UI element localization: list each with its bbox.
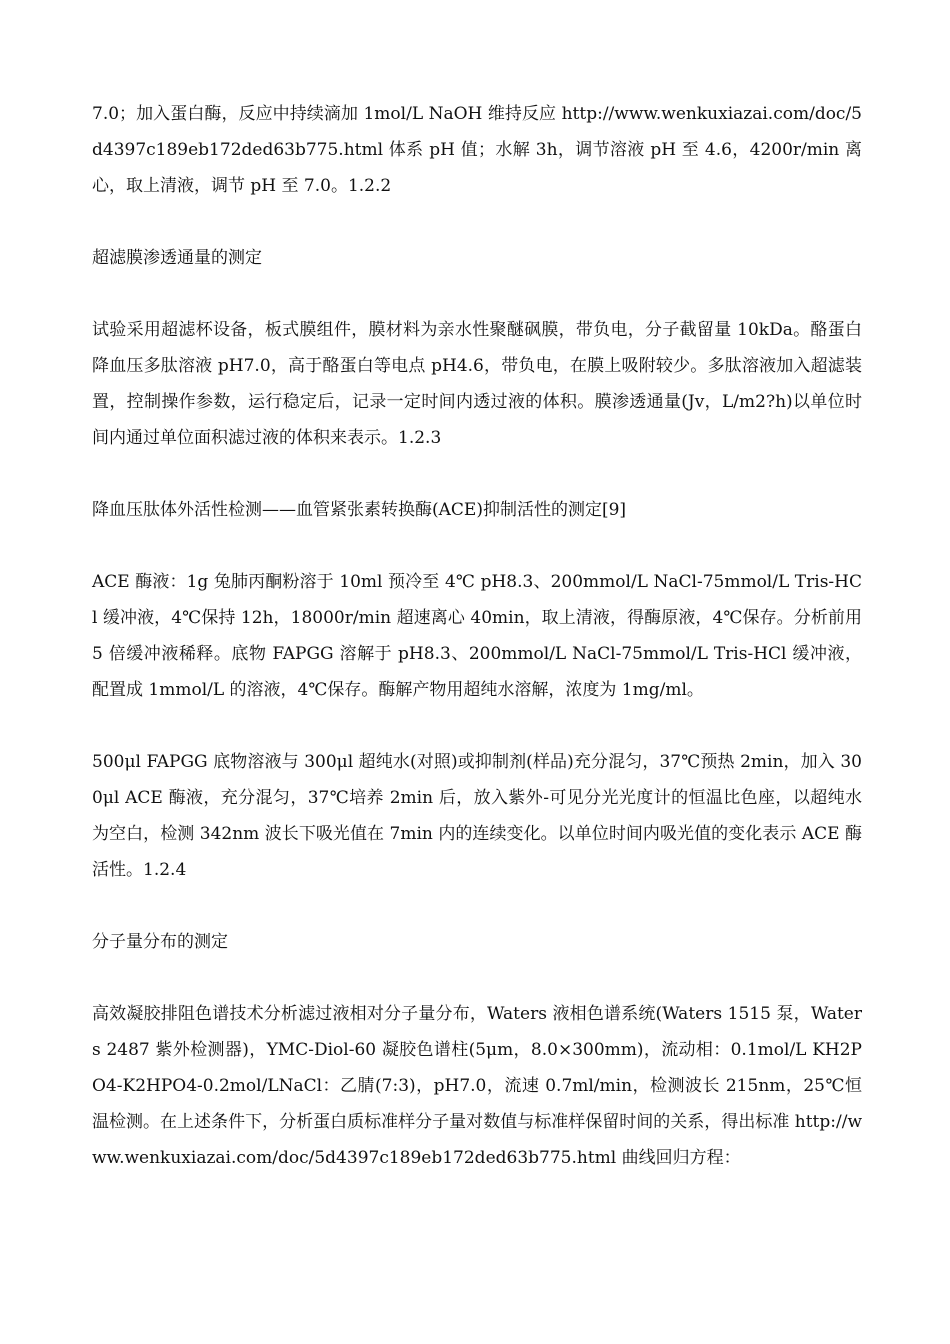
document-page: [92, 96, 862, 1212]
ace-enzyme-paragraph: ACE 酶液：1g 兔肺丙酮粉溶于 10ml 预冷至 4℃ pH8.3、200mmol/L NaCl-75mmol/L Tris-HCl 缓冲液，4℃保持 12h，18000r/min 超速离心 40min，取上清液，得酶原液，4℃保存。分析前用 5 倍缓冲液稀释。底物 FAPGG 溶解于 pH8.3、200mmol/L NaCl-75mmol/L Tris-HCl 缓冲液，配置成 1mmol/L 的溶液，4℃保存。酶解产物用超纯水溶解，浓度为 1mg/ml。: [92, 572, 862, 700]
section-heading-flux: 超滤膜渗透通量的测定: [92, 248, 262, 268]
intro-paragraph: 7.0；加入蛋白酶，反应中持续滴加 1mol/L NaOH 维持反应 http://www.wenkuxiazai.com/doc/5d4397c189eb172ded63b775.html 体系 pH 值；水解 3h，调节溶液 pH 至 4.6，4200r/min 离心，取上清液，调节 pH 至 7.0。1.2.2: [92, 104, 862, 196]
ace-assay-paragraph: 500μl FAPGG 底物溶液与 300μl 超纯水(对照)或抑制剂(样品)充分混匀，37℃预热 2min，加入 300μl ACE 酶液，充分混匀，37℃培养 2min 后，放入紫外-可见分光光度计的恒温比色座，以超纯水为空白，检测 342nm 波长下吸光值在 7min 内的连续变化。以单位时间内吸光值的变化表示 ACE 酶活性。1.2.4: [92, 752, 862, 880]
section-heading-mw: 分子量分布的测定: [92, 932, 228, 952]
mw-paragraph: 高效凝胶排阻色谱技术分析滤过液相对分子量分布，Waters 液相色谱系统(Waters 1515 泵，Waters 2487 紫外检测器)，YMC-Diol-60 凝胶色谱柱(5μm，8.0×300mm)，流动相：0.1mol/L KH2PO4-K2HPO4-0.2mol/LNaCl：乙腈(7:3)，pH7.0，流速 0.7ml/min，检测波长 215nm，25℃恒温检测。在上述条件下，分析蛋白质标准样分子量对数值与标准样保留时间的关系，得出标准 http://www.wenkuxiazai.com/doc/5d4397c189eb172ded63b775.html 曲线回归方程：: [92, 1004, 862, 1168]
section-heading-ace: 降血压肽体外活性检测——血管紧张素转换酶(ACE)抑制活性的测定[9]: [92, 500, 627, 520]
flux-paragraph: 试验采用超滤杯设备，板式膜组件，膜材料为亲水性聚醚砜膜，带负电，分子截留量 10kDa。酪蛋白降血压多肽溶液 pH7.0，高于酪蛋白等电点 pH4.6，带负电，在膜上吸附较少。多肽溶液加入超滤装置，控制操作参数，运行稳定后，记录一定时间内透过液的体积。膜渗透通量(Jv，L/m2?h)以单位时间内通过单位面积滤过液的体积来表示。1.2.3: [92, 320, 862, 448]
